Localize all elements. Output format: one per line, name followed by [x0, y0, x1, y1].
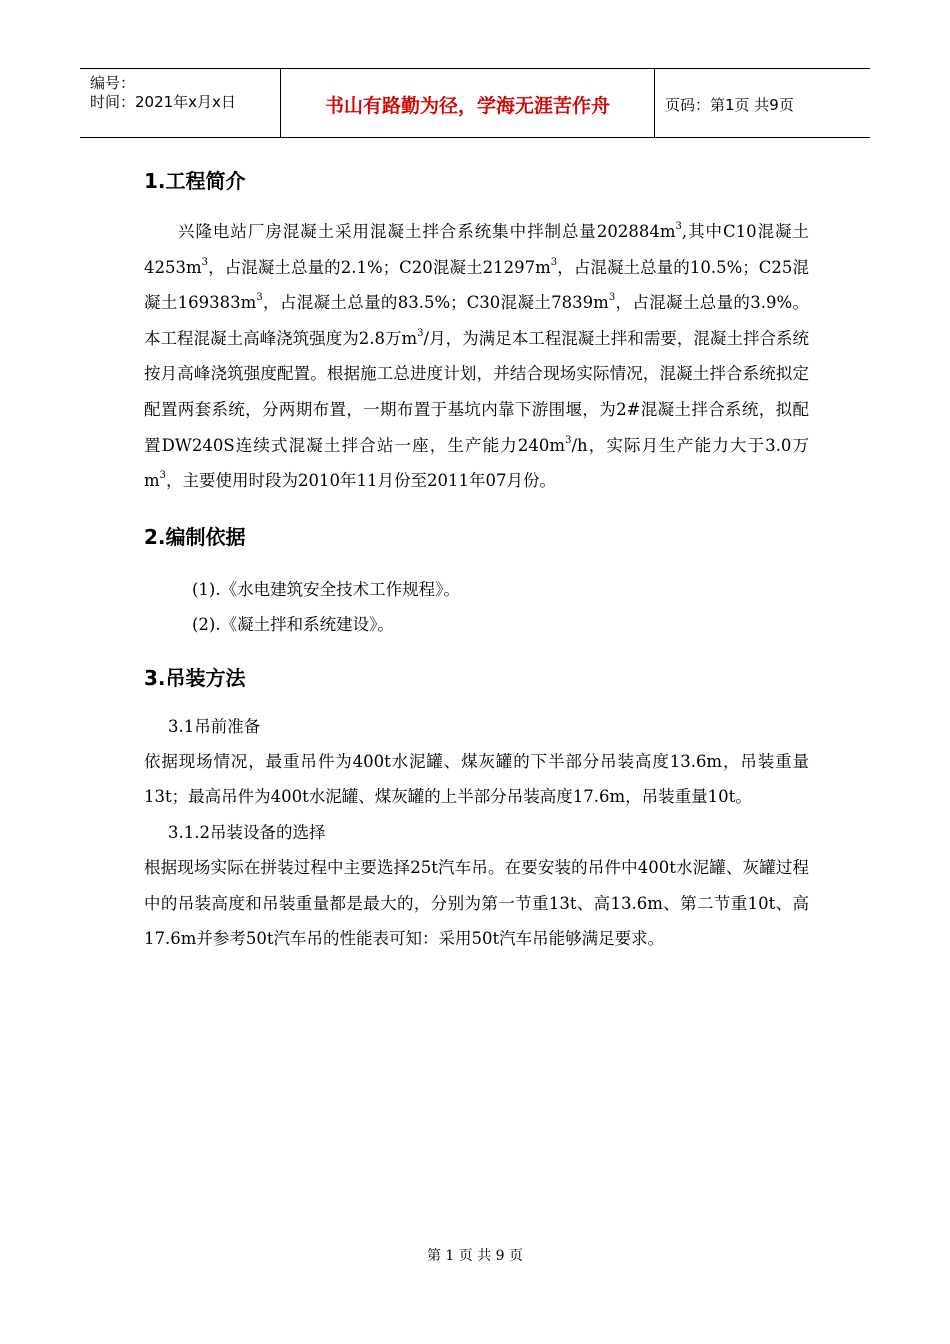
page-footer: 第 1 页 共 9 页	[426, 1248, 524, 1264]
section-2-title: 2.编制依据	[144, 524, 246, 549]
section-1-paragraph: 兴隆电站厂房混凝土采用混凝土拌合系统集中拌制总量$202884m^3$,其中C10混凝土$4253m^3$，占混凝土总量的2.1%；C20混凝土$21297m^3$，占混凝土总量的10.5%；C25混凝土$169383m^3$，占混凝土总量的83.5%；C30混凝土$7839m^3$，占混凝土总量的3.9%。本工程混凝土高峰浇筑强度为2.8万$m^3/$月，为满足本工程混凝土拌和需要，混凝土拌合系统按月高峰浇筑强度配置。根据施工总进度计划，并结合现场实际情况，混凝土拌合系统拟定配置两套系统，分两期布置，一期布置于基坑内靠下游围堰，为2#混凝土拌合系统，拟配置DW240S连续式混凝土拌合站一座，生产能力$240m^3/h$，实际月生产能力大于3.0万$m^3$，主要使用时段为2010年11月份至2011年07月份。	[144, 221, 810, 491]
page-info: 页码：第1页 共9页	[665, 96, 794, 114]
header-page-cell	[655, 69, 870, 137]
header-motto-cell	[281, 69, 655, 137]
code-label: 编号：	[90, 74, 136, 92]
reference-item: (2).《凝土拌和系统建设》。	[192, 614, 394, 634]
section-1-title: 1.工程简介	[144, 169, 246, 193]
section-3-title: 3.吊装方法	[144, 665, 246, 690]
subsection-3-1-2-title: 3.1.2吊装设备的选择	[168, 822, 326, 842]
subsection-3-1-2-paragraph: 根据现场实际在拼装过程中主要选择25t汽车吊。在要安装的吊件中400t水泥罐、灰罐过程中的吊装高度和吊装重量都是最大的，分别为第一节重13t、高13.6m、第二节重10t、高17.6m并参考50t汽车吊的性能表可知：采用50t汽车吊能够满足要求。	[144, 857, 809, 949]
reference-list	[144, 572, 809, 642]
motto: 书山有路勤为径，学海无涯苦作舟	[324, 95, 610, 117]
subsection-3-1-title: 3.1吊前准备	[168, 716, 261, 736]
time-label: 时间：2021年x月x日	[90, 93, 236, 111]
page-header	[80, 68, 870, 138]
subsection-3-1-paragraph: 依据现场情况，最重吊件为400t水泥罐、煤灰罐的下半部分吊装高度13.6m，吊装重量13t；最高吊件为400t水泥罐、煤灰罐的上半部分吊装高度17.6m，吊装重量10t。	[144, 751, 809, 807]
reference-item: (1).《水电建筑安全技术工作规程》。	[192, 579, 460, 599]
document-body	[144, 165, 809, 957]
header-meta	[80, 69, 281, 137]
